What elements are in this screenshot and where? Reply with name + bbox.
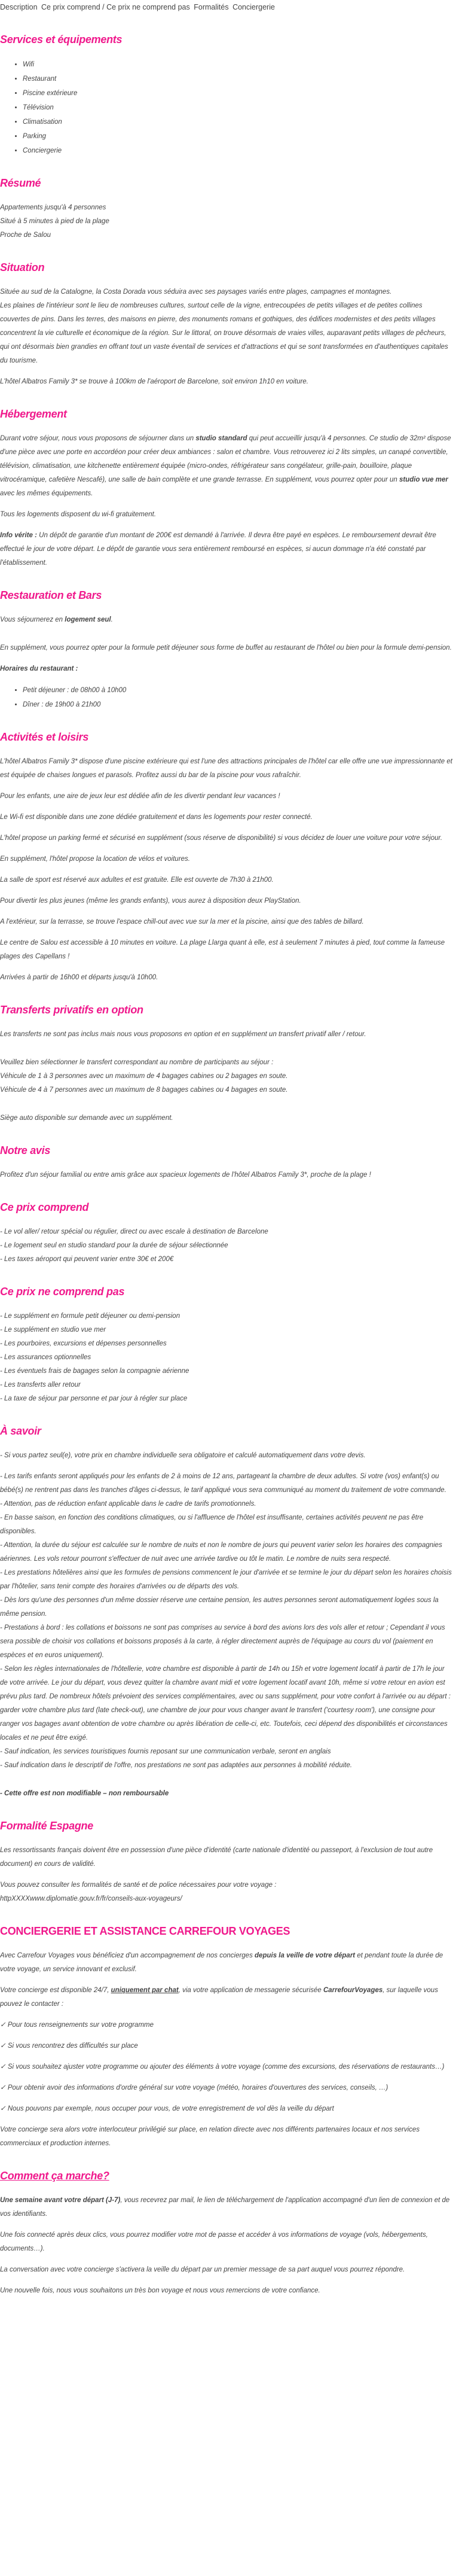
list-item: - Le vol aller/ retour spécial ou régulier, direct ou avec escale à destination de Barcelone: [0, 1228, 268, 1235]
paragraph: L'hôtel propose un parking fermé et sécurisé en supplément (sous réserve de disponibilité) si vous décidez de louer une voiture pour votre séjour.: [0, 835, 443, 842]
paragraph: En supplément, vous pourrez opter pour la formule petit déjeuner sous forme de buffet au restaurant de l'hôtel ou bien pour la formule demi-pension.: [0, 644, 452, 651]
check-item: ✓ Pour obtenir avoir des informations d'ordre général sur votre voyage (météo, horaires d'ouvertures des services, conseils, …): [0, 2084, 388, 2091]
paragraph: L'hôtel Albatros Family 3* dispose d'une piscine extérieure qui est l'une des attractions principales de l'hôtel car elle offre une vue impressionnante et est équipée de chaises longues et parasols. Profitez aussi du bar de la piscine pour vous rafraîchir.: [0, 758, 452, 779]
list-item: - Selon les règles internationales de l'hôtellerie, votre chambre est disponible à partir de 14h ou 15h et votre logement locatif à partir de 17h le jour de votre arrivée. Le jour du départ, vous devez quitter la chambre avant midi et votre logement locatif avant 10h, même si votre retour en avion est prévu plus tard. De nombreux hôtels prévoient des services complémentaires, avec ou sans supplément, pour votre confort à l'arrivée ou au départ : garder votre chambre plus tard (late check-out), une chambre de jour pour vous changer avant le transfert ('courtesy room'), une consigne pour ranger vos bagages avant obtention de votre chambre ou après libération de celle-ci, etc. Toutefois, ceci dépend des disponibilités et circonstances locales et ne peut être exigé.: [0, 1665, 451, 1741]
section-resume: [0, 176, 453, 242]
paragraph: Le centre de Salou est accessible à 10 minutes en voiture. La plage Llarga quant à elle, est à seulement 7 minutes à pied, tout comme la fameuse plages des Capellans !: [0, 939, 445, 960]
paragraph: Profitez d'un séjour familial ou entre amis grâce aux spacieux logements de l'hôtel Albatros Family 3*, proche de la plage !: [0, 1171, 371, 1179]
section-prix-comprend: [0, 1200, 453, 1266]
section-formalite: [0, 1819, 453, 1906]
list-item: • Climatisation: [23, 115, 453, 129]
paragraph: Une nouvelle fois, nous vous souhaitons un très bon voyage et nous vous remercions de votre confiance.: [0, 2287, 320, 2294]
list-item: - Les assurances optionnelles: [0, 1354, 91, 1361]
list-item: - Les tarifs enfants seront appliqués pour les enfants de 2 à moins de 12 ans, partageant la chambre de deux adultes. Si votre (vos) enfant(s) ou bébé(s) ne rentrent pas dans les tranches d'âges ci-dessus, le tarif appliqué vous sera communiqué au moment du traitement de votre commande.: [0, 1473, 446, 1494]
paragraph: Les plaines de l'intérieur sont le lieu de nombreuses cultures, surtout celle de la vigne, entrecoupées de petits villages et de petites collines couvertes de pins. Dans les terres, des maisons en pierre, des monuments romans et gothiques, des édifices modernistes et des petits villages concentrent la vie culturelle et économique de la région. Sur le littoral, on trouve désormais de vraies villes, auparavant petits villages de pêcheurs, qui ont désormais bien grandies en offrant tout un vaste éventail de services et d'attractions et qui se sont transformées en d'authentiques capitales du tourisme.: [0, 302, 448, 364]
list-item: - Attention, pas de réduction enfant applicable dans le cadre de tarifs promotionnels.: [0, 1500, 256, 1508]
list-item: - Prestations à bord : les collations et boissons ne sont pas comprises au service à bord des avions lors des vols aller et retour ; Cependant il vous sera possible de choisir vos collations et boissons proposés à la carte, à régler directement auprès de l'équipage au cours du vol (paiement en espèces et en euros uniquement).: [0, 1624, 445, 1659]
services-list: [0, 57, 453, 158]
conditions-list: [0, 1470, 453, 1773]
paragraph: Durant votre séjour, nous vous proposons de séjourner dans un studio standard qui peut accueillir jusqu'à 4 personnes. Ce studio de 32m² dispose d'une pièce avec une porte en accordéon pour créer deux ambiances : salon et chambre. Vous retrouverez ici 2 lits simples, un canapé convertible, télévision, climatisation, une kitchenette entièrement équipée (micro-ondes, réfrigérateur sans congélateur, grille-pain, bouilloire, plaque vitrocéramique, cafetière Nescafé), une salle de bain complète et une grande terrasse. En supplément, vous pourrez opter pour un studio vue mer avec les mêmes équipements.: [0, 435, 451, 497]
list-item: • Dîner : de 19h00 à 21h00: [23, 698, 453, 712]
section-avis: [0, 1143, 453, 1182]
paragraph: Les transferts ne sont pas inclus mais nous vous proposons en option et en supplément un transfert privatif aller / retour.: [0, 1031, 366, 1038]
section-title: Transferts privatifs en option: [0, 1004, 143, 1016]
paragraph: Pour divertir les plus jeunes (même les grands enfants), vous aurez à disposition deux PlayStation.: [0, 897, 301, 905]
list-item: - Attention, la durée du séjour est calculée sur le nombre de nuits et non le nombre de jours qui peuvent varier selon les horaires des compagnies aériennes. Les vols retour pourront s'effectuer de nuit avec une arrivée tardive ou tôt le matin. Le nombre de nuits sera respecté.: [0, 1542, 442, 1563]
section-conciergerie: [0, 1924, 453, 2151]
transfer-options: [0, 1056, 453, 1097]
list-item: - Les prestations hôtelières ainsi que les formules de pensions commencent le jour d'arrivée et se termine le jour du départ selon les horaires choisis par l'hôtelier, sans tenir compte des horaires d'arrivées ou de départs des vols.: [0, 1569, 452, 1590]
list-item: • Wifi: [23, 57, 453, 72]
paragraph: Siège auto disponible sur demande avec un supplément.: [0, 1115, 173, 1122]
paragraph: Pour les enfants, une aire de jeux leur est dédiée afin de les divertir pendant leur vacances !: [0, 793, 280, 800]
paragraph: Vous séjournerez en logement seul.: [0, 616, 113, 623]
section-activites: [0, 730, 453, 985]
paragraph: La conversation avec votre concierge s'activera la veille du départ par un premier message de sa part auquel vous pourrez répondre.: [0, 2266, 405, 2273]
transfer-line: Véhicule de 4 à 7 personnes avec un maximum de 8 bagages cabines ou 4 bagages en soute.: [0, 1086, 288, 1094]
section-title: Ce prix ne comprend pas: [0, 1286, 125, 1298]
section-a-savoir: [0, 1424, 453, 1801]
list-item: • Restaurant: [23, 72, 453, 86]
paragraph: L'hôtel Albatros Family 3* se trouve à 100km de l'aéroport de Barcelone, soit environ 1h10 en voiture.: [0, 378, 309, 385]
section-title: Résumé: [0, 177, 41, 189]
list-item: • Conciergerie: [23, 144, 453, 158]
list-item: - La taxe de séjour par personne et par jour à régler sur place: [0, 1395, 188, 1402]
resume-lines: [0, 201, 453, 242]
section-title: Ce prix comprend: [0, 1201, 89, 1213]
paragraph: Située au sud de la Catalogne, la Costa Dorada vous séduira avec ses paysages variés entre plages, campagnes et montagnes.: [0, 288, 392, 296]
resume-line: Proche de Salou: [0, 232, 51, 239]
section-title: Hébergement: [0, 408, 67, 420]
section-restauration: [0, 588, 453, 712]
section-title: À savoir: [0, 1425, 41, 1437]
section-services: [0, 32, 453, 158]
tab-formalites[interactable]: Formalités: [194, 3, 229, 11]
section-title: Restauration et Bars: [0, 589, 102, 601]
list-item: - Sauf indication dans le descriptif de l'offre, nos prestations ne sont pas adaptées aux personnes à mobilité réduite.: [0, 1762, 353, 1769]
paragraph: En supplément, l'hôtel propose la location de vélos et voitures.: [0, 855, 190, 863]
list-item: - Les éventuels frais de bagages selon la compagnie aérienne: [0, 1368, 189, 1375]
tab-description[interactable]: Description: [0, 3, 38, 11]
section-transferts: [0, 1003, 453, 1125]
paragraph: Le Wi-fi est disponible dans une zone dédiée gratuitement et dans les logements pour rester connecté.: [0, 814, 313, 821]
resume-line: Appartements jusqu'à 4 personnes: [0, 204, 106, 211]
list-item: - Le supplément en studio vue mer: [0, 1326, 106, 1333]
paragraph: Votre concierge sera alors votre interlocuteur privilégié sur place, en relation directe avec nos différents partenaires locaux et nos services commerciaux et production internes.: [0, 2126, 420, 2147]
list-item: - Les taxes aéroport qui peuvent varier entre 30€ et 200€: [0, 1256, 174, 1263]
section-hebergement: [0, 407, 453, 570]
paragraph: A l'extérieur, sur la terrasse, se trouve l'espace chill-out avec vue sur la mer et la piscine, ainsi que des tables de billard.: [0, 918, 364, 925]
section-situation: [0, 260, 453, 389]
paragraph: Avec Carrefour Voyages vous bénéficiez d'un accompagnement de nos concierges depuis la veille de votre départ et pendant toute la durée de votre voyage, un service innovant et exclusif.: [0, 1952, 443, 1973]
transfer-line: Veuillez bien sélectionner le transfert correspondant au nombre de participants au séjour :: [0, 1059, 274, 1066]
non-refundable-notice: - Cette offre est non modifiable – non remboursable: [0, 1790, 169, 1797]
included-list: [0, 1225, 453, 1266]
list-item: • Télévision: [23, 101, 453, 115]
section-title: Formalité Espagne: [0, 1820, 93, 1832]
tab-prix[interactable]: Ce prix comprend / Ce prix ne comprend pas: [41, 3, 190, 11]
list-item: - En basse saison, en fonction des conditions climatiques, ou si l'affluence de l'hôtel est insuffisante, certaines activités peuvent ne pas être disponibles.: [0, 1514, 424, 1535]
paragraph: Info vérite : Un dépôt de garantie d'un montant de 200€ est demandé à l'arrivée. Il devra être payé en espèces. Le remboursement devrait être effectué le jour de votre départ. Le dépôt de garantie vous sera entièrement remboursé en espèces, si aucun dommage n'a été constaté par l'établissement.: [0, 532, 436, 567]
transfer-line: Véhicule de 1 à 3 personnes avec un maximum de 4 bagages cabines ou 2 bagages en soute.: [0, 1073, 288, 1080]
check-item: ✓ Si vous rencontrez des difficultés sur place: [0, 2042, 138, 2050]
section-prix-ne-comprend: [0, 1284, 453, 1406]
section-title: Notre avis: [0, 1144, 51, 1156]
section-title: Services et équipements: [0, 34, 123, 45]
resume-line: Situé à 5 minutes à pied de la plage: [0, 218, 109, 225]
section-title: Situation: [0, 261, 45, 273]
list-item: - Les transferts aller retour: [0, 1381, 81, 1389]
list-item: • Petit déjeuner : de 08h00 à 10h00: [23, 683, 453, 698]
paragraph: Une fois connecté après deux clics, vous pourrez modifier votre mot de passe et accéder à vos informations de voyage (vols, hébergements, documents…).: [0, 2231, 428, 2252]
hours-label: Horaires du restaurant :: [0, 665, 78, 672]
paragraph: La salle de sport est réservé aux adultes et est gratuite. Elle est ouverte de 7h30 à 21h00.: [0, 876, 274, 884]
diplomatie-link[interactable]: httpXXXXwww.diplomatie.gouv.fr/fr/conseils-aux-voyageurs/: [0, 1895, 182, 1902]
paragraph: Votre concierge est disponible 24/7, uniquement par chat, via votre application de messagerie sécurisée CarrefourVoyages, sur laquelle vous pouvez le contacter :: [0, 1987, 438, 2008]
list-item: - Les pourboires, excursions et dépenses personnelles: [0, 1340, 167, 1347]
check-item: ✓ Nous pouvons par exemple, nous occuper pour vous, de votre enregistrement de vol dès la veille du départ: [0, 2105, 334, 2112]
list-item: • Parking: [23, 129, 453, 144]
tab-bar: [0, 0, 453, 14]
list-item: - Dès lors qu'une des personnes d'un même dossier réserve une certaine pension, les autres personnes seront automatiquement logées sous la même pension.: [0, 1597, 439, 1618]
tab-conciergerie[interactable]: Conciergerie: [232, 3, 275, 11]
paragraph: Arrivées à partir de 16h00 et départs jusqu'à 10h00.: [0, 974, 158, 981]
paragraph: Les ressortissants français doivent être en possession d'une pièce d'identité (carte nationale d'identité ou passeport, à l'exclusion de tout autre document) en cours de validité.: [0, 1847, 433, 1868]
paragraph: Tous les logements disposent du wi-fi gratuitement.: [0, 511, 157, 518]
paragraph: - Si vous partez seul(e), votre prix en chambre individuelle sera obligatoire et calculé automatiquement dans votre devis.: [0, 1452, 366, 1459]
excluded-list: [0, 1310, 453, 1406]
section-title: CONCIERGERIE ET ASSISTANCE CARREFOUR VOYAGES: [0, 1925, 290, 1937]
chat-link[interactable]: uniquement par chat: [111, 1987, 179, 1994]
list-item: - Le logement seul en studio standard pour la durée de séjour sélectionnée: [0, 1242, 228, 1249]
list-item: - Sauf indication, les services touristiques fournis reposant sur une communication verbale, seront en anglais: [0, 1748, 331, 1755]
section-title: Activités et loisirs: [0, 731, 89, 743]
section-title: Comment ça marche?: [0, 2170, 109, 2182]
check-item: ✓ Si vous souhaitez ajuster votre programme ou ajouter des éléments à votre voyage (comme des excursions, des réservations de restaurants…): [0, 2063, 445, 2070]
paragraph: Vous pouvez consulter les formalités de santé et de police nécessaires pour votre voyage :: [0, 1881, 277, 1889]
check-item: ✓ Pour tous renseignements sur votre programme: [0, 2021, 154, 2029]
list-item: - Le supplément en formule petit déjeuner ou demi-pension: [0, 1313, 180, 1320]
section-comment-ca-marche: [0, 2169, 453, 2298]
list-item: • Piscine extérieure: [23, 86, 453, 101]
hours-list: [0, 683, 453, 712]
paragraph: Une semaine avant votre départ (J-7), vous recevrez par mail, le lien de téléchargement de l'application accompagné d'un lien de connexion et de vos identifiants.: [0, 2197, 450, 2218]
